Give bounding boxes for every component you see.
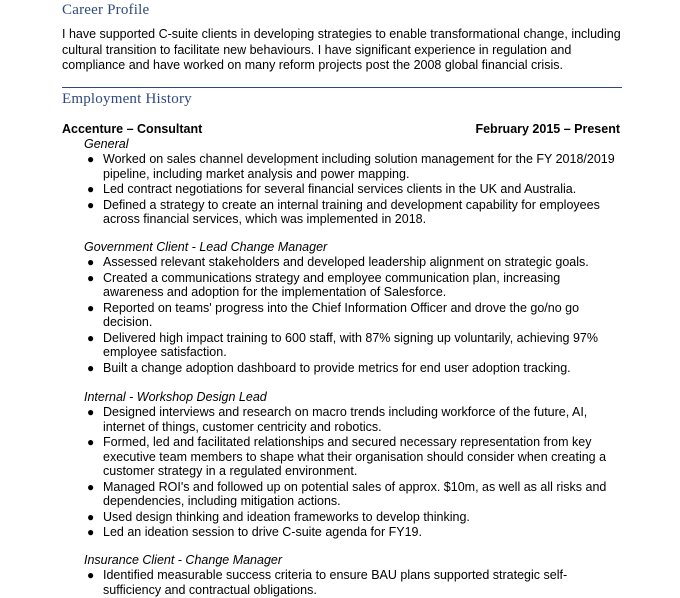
subsection-title: Insurance Client - Change Manager [84,553,283,567]
career-profile-text: I have supported C-suite clients in developing strategies to enable transformational change, including cultural transition to facilitate new behaviours. I have significant experience in regulation and compliance and have worked on many reform projects post the 2008 global financial crisis. [62,27,621,72]
list-item-text: Worked on sales channel development including solution management for the FY 2018/2019 pipeline, including market analysis and power mapping. [103,152,615,181]
list-item [84,271,620,300]
list-item-text: Led contract negotiations for several financial services clients in the UK and Australia. [103,182,577,196]
bullet-icon: ● [87,300,95,315]
employment-history-heading: Employment History [62,91,192,107]
list-item [84,361,620,376]
list-item-text: Led an ideation session to drive C-suite agenda for FY19. [103,525,422,539]
list-item-text: Created a communications strategy and employee communication plan, increasing awareness and adoption for the implementation of Salesforce. [103,270,561,299]
list-item-text: Built a change adoption dashboard to provide metrics for end user adoption tracking. [103,360,571,375]
career-profile-heading: Career Profile [62,2,150,18]
bullet-list [84,152,620,227]
bullet-icon: ● [87,525,95,539]
list-item-text: Defined a strategy to create an internal training and development capability for employees across financial services, which was implemented in 2018. [103,197,600,226]
bullet-icon: ● [87,405,95,419]
subsection-title: Government Client - Lead Change Manager [84,240,328,254]
list-item [84,331,620,360]
bullet-icon: ● [87,568,95,582]
list-item [84,301,620,330]
bullet-icon: ● [87,182,95,196]
list-item [84,525,620,540]
bullet-icon: ● [87,435,95,449]
list-item-text: Assessed relevant stakeholders and developed leadership alignment on strategic goals. [103,255,589,269]
bullet-list [84,568,620,597]
bullet-icon: ● [87,330,95,345]
list-item-text: Designed interviews and research on macro trends including workforce of the future, AI, internet of things, customer centricity and robotics. [103,405,588,434]
list-item [84,435,620,479]
subsection-internal-workshop [84,390,620,541]
bullet-list [84,255,620,375]
bullet-icon: ● [87,152,95,166]
bullet-icon: ● [87,270,95,285]
list-item-text: Used design thinking and ideation frameworks to develop thinking. [103,509,470,524]
job-dates: February 2015 – Present [475,122,620,136]
job-header [62,122,620,138]
subsection-insurance-client [84,553,620,598]
list-item [84,480,620,509]
list-item [84,568,620,597]
subsection-general [84,137,620,228]
list-item [84,152,620,181]
list-item-text: Delivered high impact training to 600 staff, with 87% signing up voluntarily, achieving 97% employee satisfaction. [103,330,598,359]
subsection-government-client [84,240,620,376]
list-item-text: Managed ROI's and followed up on potential sales of approx. $10m, as well as all risks and dependencies, including mitigation actions. [103,479,607,508]
subsection-title: General [84,137,129,151]
list-item [84,182,620,197]
bullet-icon: ● [87,255,95,269]
list-item-text: Reported on teams' progress into the Chief Information Officer and drove the go/no go decision. [103,300,580,329]
bullet-icon: ● [87,509,95,524]
list-item [84,198,620,227]
bullet-icon: ● [87,197,95,212]
list-item-text: Identified measurable success criteria to ensure BAU plans supported strategic self-sufficiency and contractual obligations. [103,568,568,597]
bullet-icon: ● [87,479,95,494]
section-divider [62,87,622,88]
bullet-icon: ● [87,360,95,375]
list-item-text: Formed, led and facilitated relationships and secured necessary representation from key executive team members to shape what their organisation should consider when creating a customer strategy in a regulated environment. [103,435,607,478]
job-title: Accenture – Consultant [62,122,203,136]
list-item [84,405,620,434]
subsection-title: Internal - Workshop Design Lead [84,390,267,404]
list-item [84,510,620,525]
list-item [84,255,620,270]
bullet-list [84,405,620,540]
